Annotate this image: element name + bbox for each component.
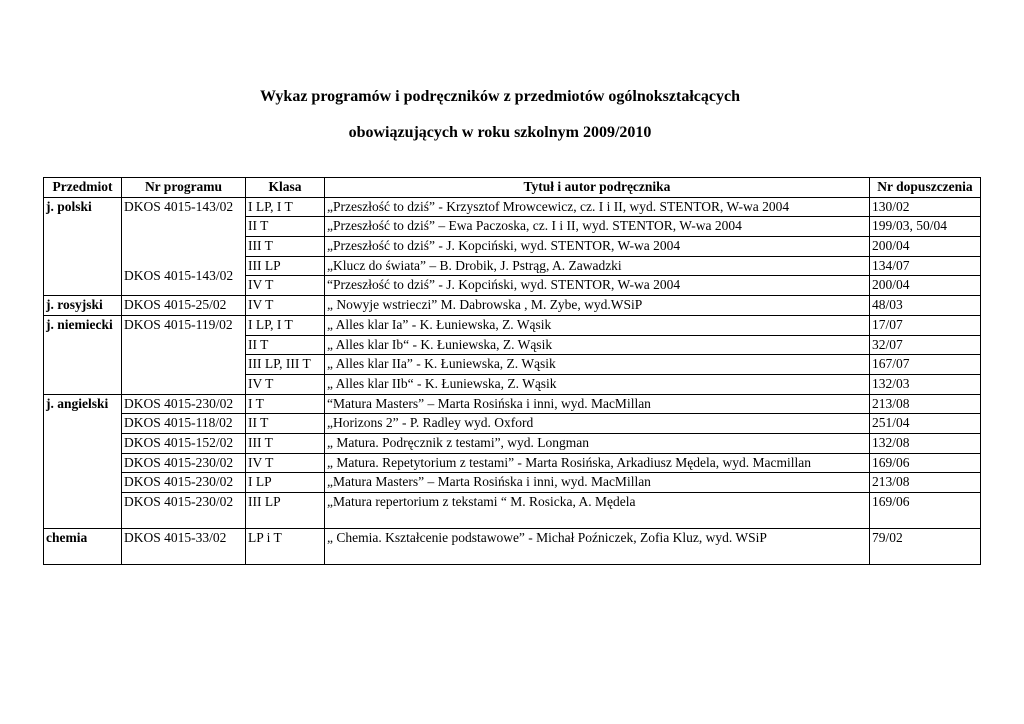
program-cell bbox=[122, 237, 246, 257]
header-nr-dopuszczenia: Nr dopuszczenia bbox=[870, 178, 981, 198]
document-subtitle: obowiązujących w roku szkolnym 2009/2010 bbox=[348, 124, 652, 141]
table-row bbox=[44, 493, 981, 529]
header-nr-programu: Nr programu bbox=[122, 178, 246, 198]
header-przedmiot: Przedmiot bbox=[44, 178, 122, 198]
klasa-cell: I LP bbox=[246, 473, 325, 493]
table-row bbox=[44, 529, 981, 565]
header-klasa: Klasa bbox=[246, 178, 325, 198]
subject-cell: j. rosyjski bbox=[44, 296, 122, 316]
table-row bbox=[44, 414, 981, 434]
title-cell: „ Matura. Podręcznik z testami”, wyd. Longman bbox=[325, 433, 870, 453]
title-cell: „Przeszłość to dziś” - J. Kopciński, wyd. STENTOR, W-wa 2004 bbox=[325, 237, 870, 257]
klasa-cell: IV T bbox=[246, 276, 325, 296]
header-tytul: Tytuł i autor podręcznika bbox=[325, 178, 870, 198]
title-cell: „ Alles klar Ia” - K. Łuniewska, Z. Wąsik bbox=[325, 315, 870, 335]
nr-cell: 167/07 bbox=[870, 355, 981, 375]
nr-cell: 132/08 bbox=[870, 433, 981, 453]
nr-cell: 17/07 bbox=[870, 315, 981, 335]
title-cell: „ Alles klar IIa” - K. Łuniewska, Z. Wąsik bbox=[325, 355, 870, 375]
nr-cell: 32/07 bbox=[870, 335, 981, 355]
klasa-cell: I LP, I T bbox=[246, 315, 325, 335]
klasa-cell: III T bbox=[246, 237, 325, 257]
program-cell: DKOS 4015-230/02 bbox=[122, 453, 246, 473]
nr-cell: 200/04 bbox=[870, 276, 981, 296]
table-row bbox=[44, 315, 981, 335]
title-cell: „Matura Masters” – Marta Rosińska i inni, wyd. MacMillan bbox=[325, 473, 870, 493]
table-row bbox=[44, 473, 981, 493]
klasa-cell: III T bbox=[246, 433, 325, 453]
programs-table bbox=[43, 177, 981, 565]
nr-cell: 79/02 bbox=[870, 529, 981, 565]
program-cell: DKOS 4015-25/02 bbox=[122, 296, 246, 316]
program-cell: DKOS 4015-143/02 bbox=[122, 256, 246, 295]
title-cell: „Matura repertorium z tekstami “ M. Rosicka, A. Mędela bbox=[325, 493, 870, 529]
table-header-row bbox=[44, 178, 981, 198]
title-cell: „Przeszłość to dziś” - Krzysztof Mrowcewicz, cz. I i II, wyd. STENTOR, W-wa 2004 bbox=[325, 197, 870, 217]
table-row bbox=[44, 394, 981, 414]
klasa-cell: III LP bbox=[246, 256, 325, 276]
klasa-cell: II T bbox=[246, 335, 325, 355]
klasa-cell: IV T bbox=[246, 453, 325, 473]
nr-cell: 134/07 bbox=[870, 256, 981, 276]
nr-cell: 130/02 bbox=[870, 197, 981, 217]
klasa-cell: I T bbox=[246, 394, 325, 414]
document-title: Wykaz programów i podręczników z przedmiotów ogólnokształcących bbox=[260, 88, 740, 105]
table-row bbox=[44, 453, 981, 473]
nr-cell: 169/06 bbox=[870, 493, 981, 529]
table-row bbox=[44, 237, 981, 257]
klasa-cell: I LP, I T bbox=[246, 197, 325, 217]
klasa-cell: III LP, III T bbox=[246, 355, 325, 375]
title-cell: “Matura Masters” – Marta Rosińska i inni, wyd. MacMillan bbox=[325, 394, 870, 414]
nr-cell: 48/03 bbox=[870, 296, 981, 316]
program-cell: DKOS 4015-143/02 bbox=[122, 197, 246, 217]
title-cell: „Przeszłość to dziś” – Ewa Paczoska, cz. I i II, wyd. STENTOR, W-wa 2004 bbox=[325, 217, 870, 237]
program-cell: DKOS 4015-152/02 bbox=[122, 433, 246, 453]
program-cell: DKOS 4015-118/02 bbox=[122, 414, 246, 434]
title-cell: “Przeszłość to dziś” - J. Kopciński, wyd. STENTOR, W-wa 2004 bbox=[325, 276, 870, 296]
program-cell: DKOS 4015-33/02 bbox=[122, 529, 246, 565]
subject-cell: j. polski bbox=[44, 197, 122, 295]
title-cell: „ Matura. Repetytorium z testami” - Marta Rosińska, Arkadiusz Mędela, wyd. Macmillan bbox=[325, 453, 870, 473]
nr-cell: 213/08 bbox=[870, 473, 981, 493]
table-row bbox=[44, 296, 981, 316]
nr-cell: 213/08 bbox=[870, 394, 981, 414]
table-row bbox=[44, 197, 981, 217]
nr-cell: 200/04 bbox=[870, 237, 981, 257]
program-cell: DKOS 4015-119/02 bbox=[122, 315, 246, 394]
nr-cell: 169/06 bbox=[870, 453, 981, 473]
klasa-cell: IV T bbox=[246, 374, 325, 394]
nr-cell: 132/03 bbox=[870, 374, 981, 394]
program-cell: DKOS 4015-230/02 bbox=[122, 394, 246, 414]
klasa-cell: II T bbox=[246, 217, 325, 237]
nr-cell: 251/04 bbox=[870, 414, 981, 434]
nr-cell: 199/03, 50/04 bbox=[870, 217, 981, 237]
title-cell: „Klucz do świata” – B. Drobik, J. Pstrąg, A. Zawadzki bbox=[325, 256, 870, 276]
table-row bbox=[44, 217, 981, 237]
klasa-cell: II T bbox=[246, 414, 325, 434]
program-cell bbox=[122, 217, 246, 237]
subject-cell: j. angielski bbox=[44, 394, 122, 528]
subject-cell: j. niemiecki bbox=[44, 315, 122, 394]
title-cell: „ Nowyje wstrieczi” M. Dabrowska , M. Zybe, wyd.WSiP bbox=[325, 296, 870, 316]
title-cell: „ Alles klar Ib“ - K. Łuniewska, Z. Wąsik bbox=[325, 335, 870, 355]
klasa-cell: IV T bbox=[246, 296, 325, 316]
table-row bbox=[44, 256, 981, 276]
title-cell: „ Chemia. Kształcenie podstawowe” - Michał Poźniczek, Zofia Kluz, wyd. WSiP bbox=[325, 529, 870, 565]
program-cell: DKOS 4015-230/02 bbox=[122, 473, 246, 493]
klasa-cell: LP i T bbox=[246, 529, 325, 565]
table-row bbox=[44, 433, 981, 453]
klasa-cell: III LP bbox=[246, 493, 325, 529]
subject-cell: chemia bbox=[44, 529, 122, 565]
program-cell: DKOS 4015-230/02 bbox=[122, 493, 246, 529]
title-cell: „Horizons 2” - P. Radley wyd. Oxford bbox=[325, 414, 870, 434]
title-cell: „ Alles klar IIb“ - K. Łuniewska, Z. Wąsik bbox=[325, 374, 870, 394]
